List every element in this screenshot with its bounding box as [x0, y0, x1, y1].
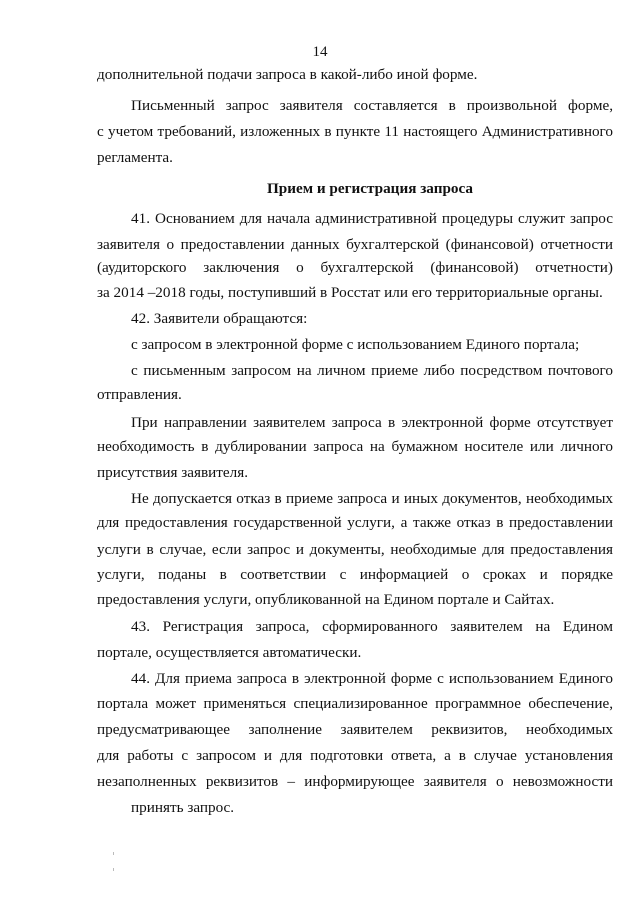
text-line: для работы с запросом и для подготовки ответа, а в случае установления: [97, 747, 613, 764]
text-line: за 2014 –2018 годы, поступивший в Росстат или его территориальные органы.: [97, 284, 603, 301]
text-line: необходимость в дублировании запроса на бумажном носителе или личного: [97, 438, 613, 455]
text-line: услуги, поданы в соответствии с информацией о сроках и порядке: [97, 566, 613, 583]
text-line: принять запрос.: [131, 799, 235, 816]
text-line: 43. Регистрация запроса, сформированного заявителем на Едином: [131, 618, 613, 635]
text-line: отправления.: [97, 386, 182, 403]
text-line: 44. Для приема запроса в электронной форме с использованием Единого: [131, 670, 613, 687]
text-line: Письменный запрос заявителя составляется в произвольной форме,: [131, 97, 613, 114]
text-line: для предоставления государственной услуги, а также отказ в предоставлении: [97, 514, 613, 531]
scan-speck: [113, 852, 114, 855]
text-line: портале, осуществляется автоматически.: [97, 644, 362, 661]
text-line: присутствия заявителя.: [97, 464, 249, 481]
text-line: с учетом требований, изложенных в пункте 11 настоящего Административного: [97, 123, 613, 140]
text-line: дополнительной подачи запроса в какой-либо иной форме.: [97, 66, 478, 83]
text-line: с письменным запросом на личном приеме либо посредством почтового: [131, 362, 613, 379]
text-line: предоставления услуги, опубликованной на Едином портале и Сайтах.: [97, 591, 555, 608]
text-line: заявителя о предоставлении данных бухгалтерской (финансовой) отчетности: [97, 236, 613, 253]
text-line: незаполненных реквизитов – информирующее заявителя о невозможности: [97, 773, 613, 790]
text-line: 41. Основанием для начала административной процедуры служит запрос: [131, 210, 613, 227]
text-line: с запросом в электронной форме с использованием Единого портала;: [131, 336, 580, 353]
page-number: 14: [312, 44, 328, 60]
section-heading: Прием и регистрация запроса: [266, 180, 474, 197]
text-line: предусматривающее заполнение заявителем реквизитов, необходимых: [97, 721, 613, 738]
text-line: услуги в случае, если запрос и документы, необходимые для предоставления: [97, 541, 613, 558]
text-line: регламента.: [97, 149, 173, 166]
scan-speck: [113, 868, 114, 871]
text-line: портала может применяться специализированное программное обеспечение,: [97, 695, 613, 712]
text-line: 42. Заявители обращаются:: [131, 310, 308, 327]
text-line: Не допускается отказ в приеме запроса и иных документов, необходимых: [131, 490, 613, 507]
text-line: (аудиторского заключения о бухгалтерской (финансовой) отчетности): [97, 259, 613, 276]
text-line: При направлении заявителем запроса в электронной форме отсутствует: [131, 414, 613, 431]
